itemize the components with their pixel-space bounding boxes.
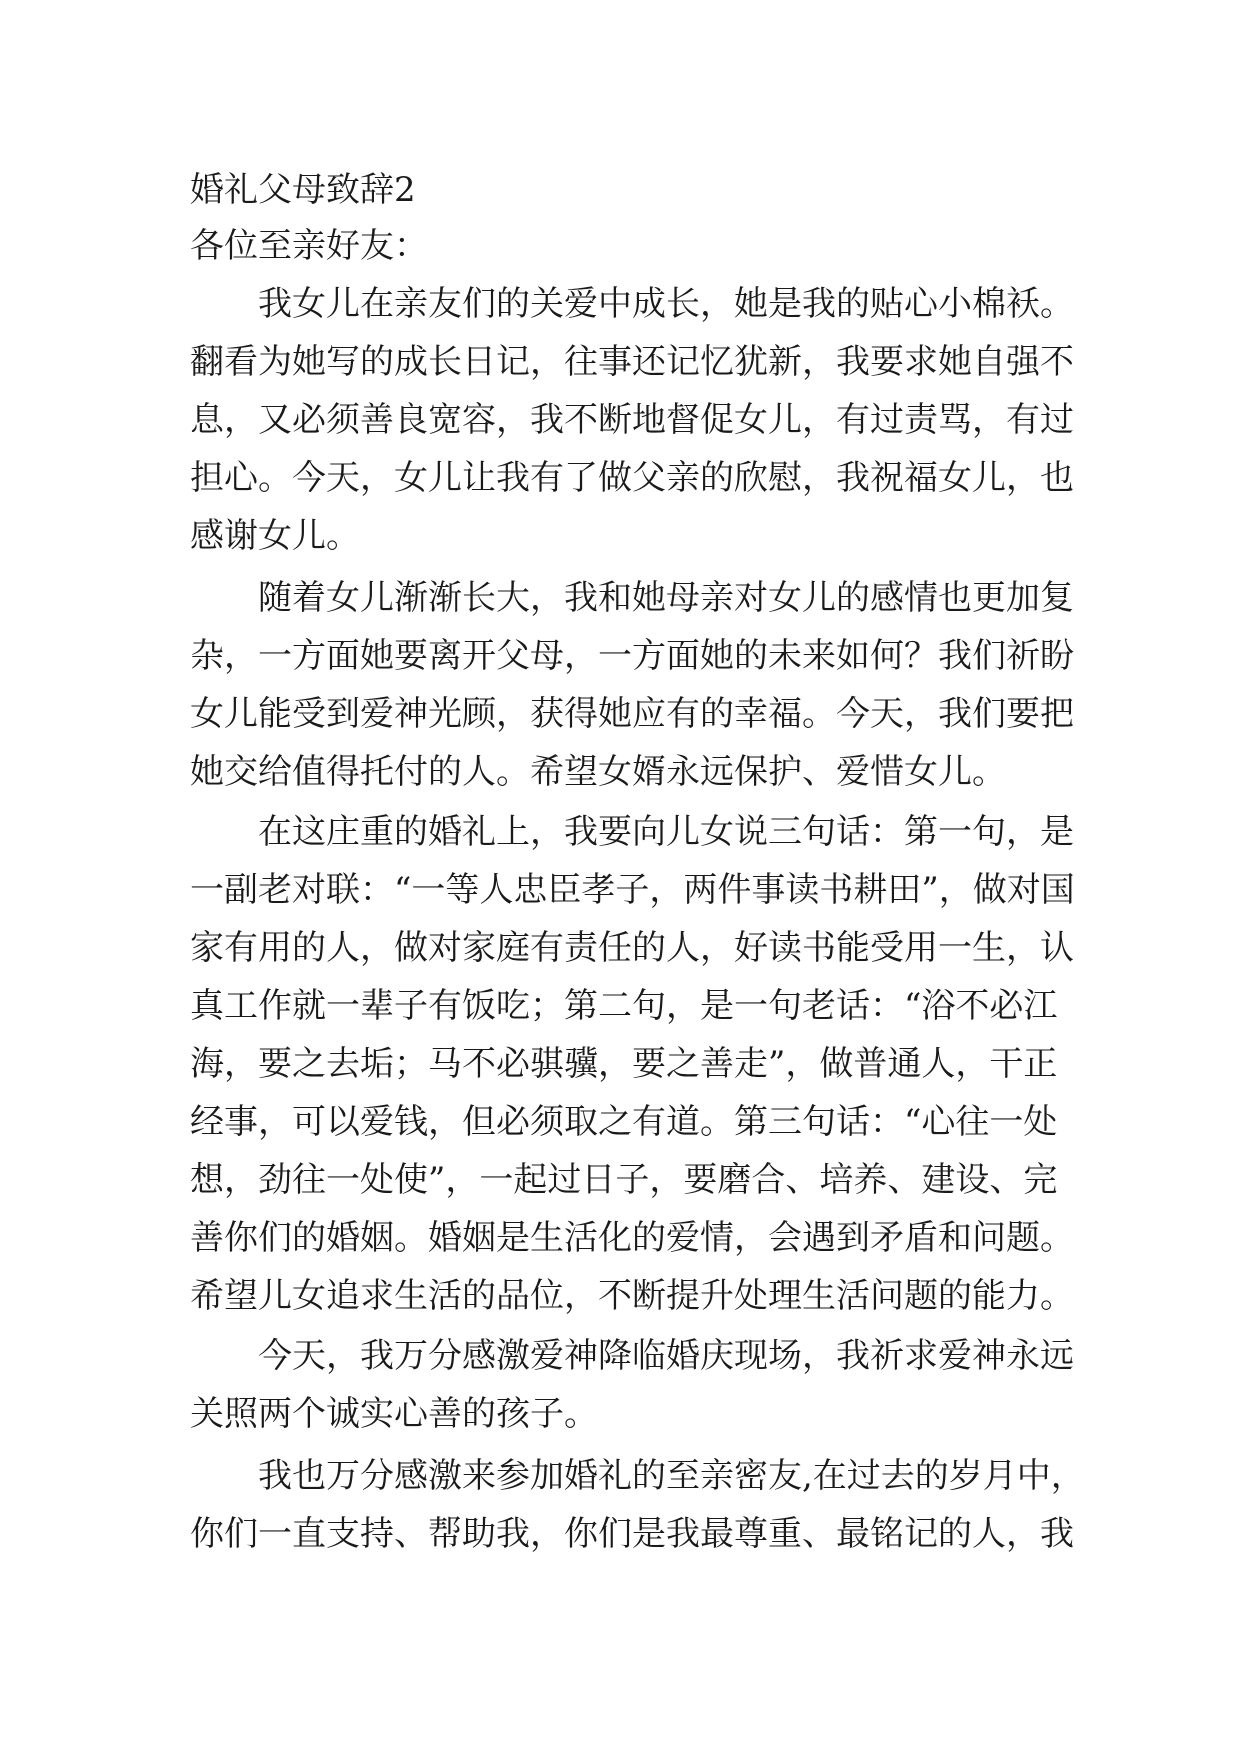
text-line: 息，又必须善良宽容，我不断地督促女儿，有过责骂，有过 [190, 400, 1074, 440]
document-title: 婚礼父母致辞2 [190, 170, 416, 210]
text-line: 我也万分感激来参加婚礼的至亲密友,在过去的岁月中， [190, 1456, 1085, 1496]
text-line: 经事，可以爱钱，但必须取之有道。第三句话：“心往一处 [190, 1102, 1058, 1142]
text-line: 善你们的婚姻。婚姻是生活化的爱情，会遇到矛盾和问题。 [190, 1218, 1074, 1258]
salutation: 各位至亲好友： [190, 226, 428, 266]
text-line: 真工作就一辈子有饭吃；第二句，是一句老话：“浴不必江 [190, 986, 1058, 1026]
text-line: 想，劲往一处使”，一起过日子，要磨合、培养、建设、完 [190, 1160, 1058, 1200]
text-line: 我女儿在亲友们的关爱中成长，她是我的贴心小棉袄。 [190, 284, 1074, 324]
text-line: 希望儿女追求生活的品位，不断提升处理生活问题的能力。 [190, 1276, 1074, 1316]
text-line: 你们一直支持、帮助我，你们是我最尊重、最铭记的人，我 [190, 1514, 1074, 1554]
text-line: 随着女儿渐渐长大，我和她母亲对女儿的感情也更加复 [190, 578, 1074, 618]
text-line: 家有用的人，做对家庭有责任的人，好读书能受用一生，认 [190, 928, 1074, 968]
text-line: 翻看为她写的成长日记，往事还记忆犹新，我要求她自强不 [190, 342, 1074, 382]
text-line: 海，要之去垢；马不必骐骥，要之善走”，做普通人，干正 [190, 1044, 1058, 1084]
text-line: 今天，我万分感激爱神降临婚庆现场，我祈求爱神永远 [190, 1336, 1074, 1376]
text-line: 关照两个诚实心善的孩子。 [190, 1394, 598, 1434]
text-line: 女儿能受到爱神光顾，获得她应有的幸福。今天，我们要把 [190, 694, 1074, 734]
text-line: 杂，一方面她要离开父母，一方面她的未来如何？我们祈盼 [190, 636, 1074, 676]
text-line: 一副老对联：“一等人忠臣孝子，两件事读书耕田”，做对国 [190, 870, 1075, 910]
text-line: 在这庄重的婚礼上，我要向儿女说三句话：第一句，是 [190, 812, 1074, 852]
text-line: 感谢女儿。 [190, 516, 360, 556]
text-line: 担心。今天，女儿让我有了做父亲的欣慰，我祝福女儿，也 [190, 458, 1074, 498]
text-line: 她交给值得托付的人。希望女婿永远保护、爱惜女儿。 [190, 752, 1006, 792]
